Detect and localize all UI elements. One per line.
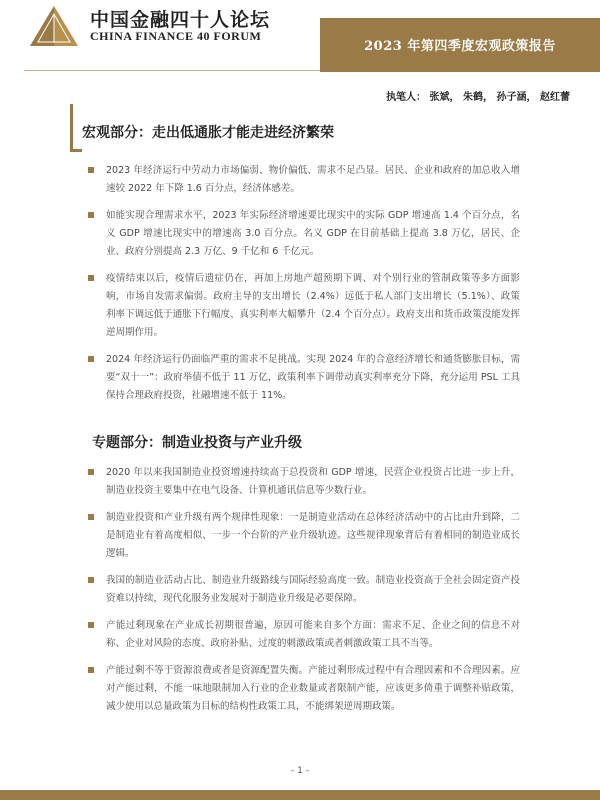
list-item: 我国的制造业活动占比、制造业升级路线与国际经验高度一致。制造业投资高于全社会固定资产投资难以持续，现代化服务业发展对于制造业升级是必要保障。 xyxy=(88,572,520,608)
section-title-macro: 宏观部分：走出低通胀才能走进经济繁荣 xyxy=(82,125,334,141)
logo-chinese-name: 中国金融四十人论坛 xyxy=(90,9,271,31)
list-item: 制造业投资和产业升级有两个规律性现象：一是制造业活动在总体经济活动中的占比由升到降，二是制造业有着高度相似、一步一个台阶的产业升级轨迹。这些规律现象背后有着相同的制造业成长逻辑。 xyxy=(88,509,520,563)
heading-accent-tick xyxy=(70,149,82,152)
footer-bar xyxy=(0,790,600,800)
list-item: 2024 年经济运行仍面临严重的需求不足挑战。实现 2024 年的合意经济增长和通货膨胀目标，需要“双十一”：政府举债不低于 11 万亿，政策利率下调带动真实利率充分下降，充分运用 PSL 工具保持合理政府投资，社融增速不低于 11%。 xyxy=(88,351,520,405)
section-heading-topic xyxy=(70,410,570,458)
list-item: 2020 年以来我国制造业投资增速持续高于总投资和 GDP 增速，民营企业投资占比进一步上升，制造业投资主要集中在电气设备、计算机通讯信息等少数行业。 xyxy=(88,464,520,500)
list-item: 产能过剩不等于资源浪费或者是资源配置失衡。产能过剩形成过程中有合理因素和不合理因素。应对产能过剩，不能一味地限制加入行业的企业数量或者限制产能，应该更多倚重于调整补贴政策，减少使用以总量政策为目标的结构性政策工具，不能绑架逆周期政策。 xyxy=(88,662,520,716)
list-item: 疫情结束以后，疫情后遗症仍在，再加上房地产超预期下调、对个别行业的管制政策等多方面影响，市场自发需求偏弱。政府主导的支出增长（2.4%）远低于私人部门支出增长（5.1%）、政策利率下调远低于通胀下行幅度、真实利率大幅攀升（2.4 个百分点）。政府支出和货币政策没能发挥逆周期作用。 xyxy=(88,270,520,342)
forum-logo xyxy=(28,4,288,48)
list-item: 产能过剩现象在产业成长初期很普遍，原因可能来自多个方面：需求不足、企业之间的信息不对称、企业对风险的态度、政府补贴、过度的刺激政策或者刺激政策工具不当等。 xyxy=(88,617,520,653)
pyramid-logo-icon xyxy=(28,4,80,48)
authors-line: 执笔人： 张斌， 朱鹤， 孙子涵， 赵红蕾 xyxy=(386,92,570,103)
list-item: 如能实现合理需求水平，2023 年实际经济增速要比现实中的实际 GDP 增速高 1.4 个百分点，名义 GDP 增速比现实中的增速高 3.0 百分点。名义 GDP 在目前基础上提高 3.8 万亿，居民、企业、政府分别提高 2.3 万亿、9 千亿和 6 千亿元。 xyxy=(88,207,520,261)
macro-bullet-list xyxy=(88,162,520,414)
section-heading-macro xyxy=(70,104,570,152)
page-number: - 1 - xyxy=(291,766,309,776)
heading-accent-bar xyxy=(70,104,73,152)
report-title-banner xyxy=(320,18,600,72)
header-divider xyxy=(24,70,320,71)
logo-english-name: CHINA FINANCE 40 FORUM xyxy=(90,29,262,43)
list-item: 2023 年经济运行中劳动力市场偏弱、物价偏低、需求不足凸显。居民、企业和政府的加总收入增速较 2022 年下降 1.6 百分点，经济体感差。 xyxy=(88,162,520,198)
topic-bullet-list xyxy=(88,464,520,725)
report-title: 2023 年第四季度宏观政策报告 xyxy=(364,39,556,54)
section-title-topic: 专题部分：制造业投资与产业升级 xyxy=(92,435,302,451)
